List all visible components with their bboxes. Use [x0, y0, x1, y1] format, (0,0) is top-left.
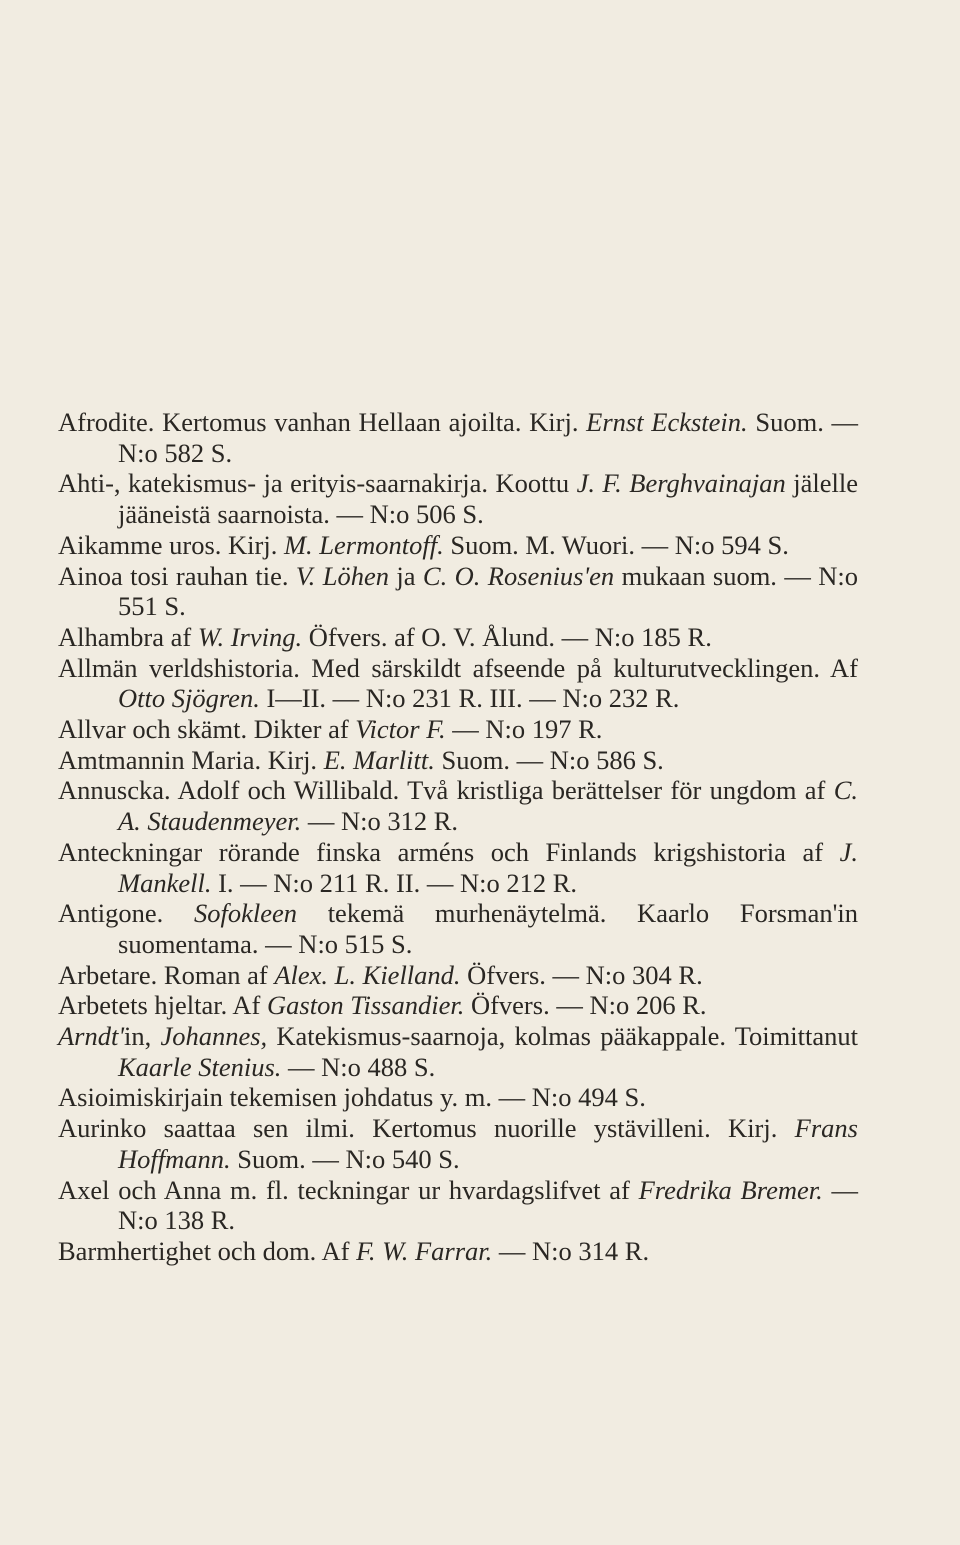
entry-text: jälelle jääneistä saarnoista. — N:o 506 S.	[118, 468, 858, 530]
entry-text: Öfvers. — N:o 206 R.	[464, 990, 707, 1021]
entry-text: Arbetare. Roman af	[58, 959, 275, 990]
catalogue-entry	[58, 837, 858, 898]
catalogue-entry	[58, 1113, 858, 1174]
entry-text: Allmän verldshistoria. Med särskildt afseende på kulturutvecklingen. Af	[58, 652, 858, 683]
entry-author-italic: Arndt'	[58, 1021, 125, 1052]
entry-text: I—II. — N:o 231 R. III. — N:o 232 R.	[259, 683, 680, 714]
entry-text: Alhambra af	[58, 621, 198, 652]
entry-author-italic: J. Mankell.	[118, 836, 858, 898]
entry-text: Antigone.	[58, 898, 194, 929]
entry-text: Katekismus-saarnoja, kolmas pääkappale. Toimittanut	[267, 1021, 858, 1052]
entry-text: Allvar och skämt. Dikter af	[58, 714, 356, 745]
entry-text: — N:o 314 R.	[492, 1235, 650, 1266]
entry-author-italic: F. W. Farrar.	[356, 1235, 493, 1266]
entry-text: Anteckningar rörande finska arméns och Finlands krigshistoria af	[58, 836, 840, 867]
catalogue-entry	[58, 561, 858, 622]
entry-text: — N:o 488 S.	[281, 1051, 436, 1082]
entry-text: Suom. — N:o 586 S.	[434, 744, 664, 775]
entry-author-italic: Alex. L. Kielland.	[274, 959, 461, 990]
entry-text: Öfvers. af O. V. Ålund. — N:o 185 R.	[302, 621, 712, 652]
catalogue-entry	[58, 468, 858, 529]
catalogue-entry	[58, 714, 858, 745]
entry-text: tekemä murhenäytelmä. Kaarlo Forsman'in suomentama. — N:o 515 S.	[118, 898, 859, 959]
entry-author-italic: J. F. Berghvainajan	[576, 468, 786, 499]
entry-text: — N:o 312 R.	[301, 806, 459, 837]
entry-author-italic: Sofokleen	[193, 898, 297, 929]
entry-text: Annuscka. Adolf och Willibald. Två kristliga berättelser för ungdom af	[58, 775, 834, 806]
entry-author-italic: Johannes,	[160, 1021, 268, 1052]
entry-text: ja	[388, 560, 423, 591]
catalogue-entry	[58, 990, 858, 1021]
entry-author-italic: Kaarle Stenius.	[118, 1051, 282, 1082]
catalogue-entry	[58, 775, 858, 836]
entry-author-italic: Otto Sjögren.	[118, 683, 260, 714]
catalogue-entry	[58, 1021, 858, 1082]
catalogue-entry	[58, 1236, 858, 1267]
entry-author-italic: Gaston Tissandier.	[267, 990, 465, 1021]
entry-text: Aurinko saattaa sen ilmi. Kertomus nuorille ystävilleni. Kirj.	[58, 1113, 795, 1144]
entry-text: I. — N:o 211 R. II. — N:o 212 R.	[211, 867, 578, 898]
catalogue-entry	[58, 407, 858, 468]
entry-text: Amtmannin Maria. Kirj.	[58, 744, 324, 775]
entry-text: mukaan suom. — N:o 551 S.	[118, 560, 858, 622]
entry-text: Asioimiskirjain tekemisen johdatus y. m. — N:o 494 S.	[58, 1082, 646, 1113]
entry-author-italic: W. Irving.	[197, 621, 303, 652]
catalogue-entry	[58, 622, 858, 653]
entry-author-italic: V. Löhen	[295, 560, 389, 591]
catalogue-entry	[58, 960, 858, 991]
entry-author-italic: Ernst Eckstein.	[586, 407, 748, 437]
entry-author-italic: E. Marlitt.	[323, 744, 435, 775]
entry-text: Öfvers. — N:o 304 R.	[460, 959, 703, 990]
entry-text: — N:o 138 R.	[118, 1174, 858, 1236]
entry-author-italic: Frans Hoffmann.	[118, 1113, 858, 1174]
entry-author-italic: M. Lermontoff.	[283, 529, 444, 560]
entry-text: Axel och Anna m. fl. teckningar ur hvardagslifvet af	[58, 1174, 639, 1205]
entry-text: Arbetets hjeltar. Af	[58, 990, 267, 1021]
entry-text: Ainoa tosi rauhan tie.	[58, 560, 296, 591]
entry-text: in,	[124, 1021, 161, 1052]
entry-author-italic: Fredrika Bremer.	[638, 1174, 823, 1205]
catalogue-entry	[58, 1175, 858, 1236]
catalogue-entry	[58, 1082, 858, 1113]
entry-text: Ahti-, katekismus- ja erityis-saarnakirja. Koottu	[58, 468, 577, 499]
entry-text: Suom. M. Wuori. — N:o 594 S.	[443, 529, 789, 560]
entry-text: Aikamme uros. Kirj.	[58, 529, 284, 560]
entry-text: Suom. — N:o 582 S.	[118, 407, 859, 468]
entry-author-italic: Victor F.	[355, 714, 446, 745]
show-through-from-reverse-page	[0, 0, 960, 380]
entry-author-italic: C. A. Staudenmeyer.	[118, 775, 858, 837]
catalogue-entries	[58, 407, 858, 1267]
entry-text: Suom. — N:o 540 S.	[230, 1143, 460, 1174]
entry-text: — N:o 197 R.	[445, 714, 603, 745]
entry-author-italic: C. O. Rosenius'en	[422, 560, 615, 591]
catalogue-entry	[58, 745, 858, 776]
catalogue-entry	[58, 530, 858, 561]
entry-text: Barmhertighet och dom. Af	[58, 1235, 357, 1266]
catalogue-entry	[58, 653, 858, 714]
entry-text: Afrodite. Kertomus vanhan Hellaan ajoilta. Kirj.	[58, 407, 587, 437]
catalogue-entry	[58, 898, 858, 959]
